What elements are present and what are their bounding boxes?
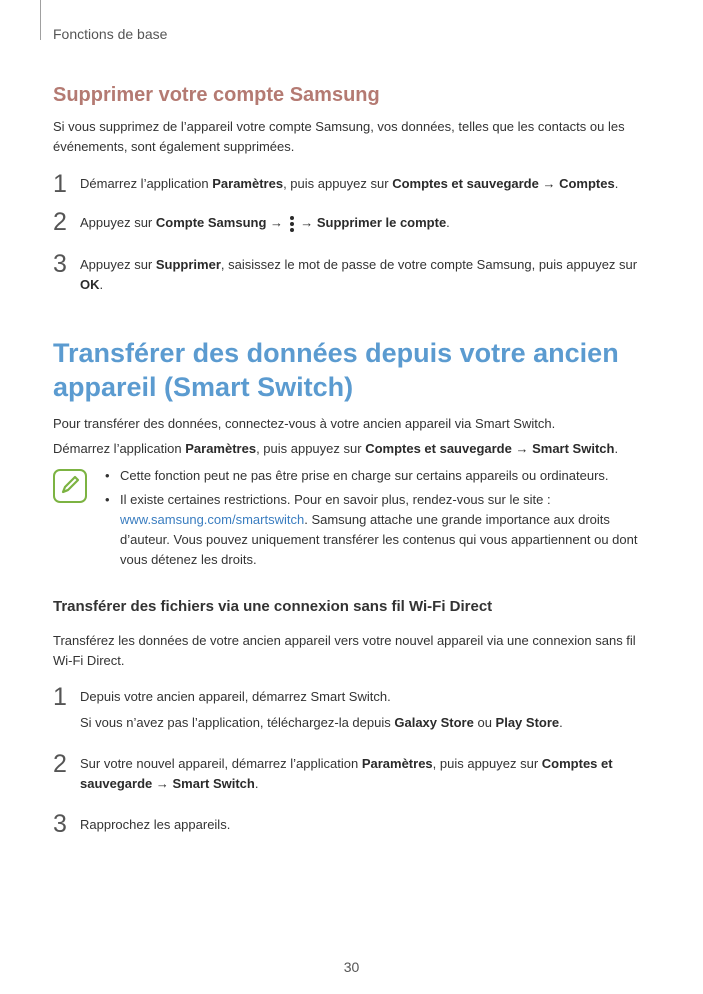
step-number: 1 [53,683,67,711]
step-number: 2 [53,750,67,778]
transfer-intro: Pour transférer des données, connectez-vous à votre ancien appareil via Smart Switch. [53,416,556,431]
note-item: • Il existe certaines restrictions. Pour en savoir plus, rendez-vous sur le site : www.samsung.com/smartswitch. Samsung attache une grande importance aux droits d’auteur. Vous pouvez uniquement transférer les contenus qui vous appartiennent ou dont vous détenez les droits. [105,492,638,567]
step-number: 3 [53,250,67,278]
step-text: Rapprochez les appareils. [80,817,231,832]
note-item: • Cette fonction peut ne pas être prise en charge sur certains appareils ou ordinateurs. [105,468,609,483]
step-number: 2 [53,208,67,236]
wifi-direct-title: Transférer des fichiers via une connexion sans fil Wi-Fi Direct [53,598,493,615]
more-options-icon [289,214,295,234]
step-number: 1 [53,170,67,198]
step-text: Sur votre nouvel appareil, démarrez l’application Paramètres, puis appuyez sur Comptes et sauvegarde → Smart Switch. [80,756,613,791]
step-text: Démarrez l’application Paramètres, puis appuyez sur Comptes et sauvegarde → Comptes. [80,176,619,191]
smartswitch-link[interactable]: www.samsung.com/smartswitch [120,512,305,527]
section-header: Fonctions de base [53,26,168,42]
transfer-instruction: Démarrez l’application Paramètres, puis appuyez sur Comptes et sauvegarde → Smart Switch. [53,441,619,456]
note-list [105,466,650,574]
step-text: Appuyez sur Compte Samsung → → Supprimer le compte. [80,213,648,234]
step-text: Appuyez sur Supprimer, saisissez le mot de passe de votre compte Samsung, puis appuyez sur OK. [80,257,638,292]
wifi-direct-intro: Transférez les données de votre ancien appareil vers votre nouvel appareil via une connexion sans fil Wi-Fi Direct. [53,633,636,668]
note-pencil-icon [53,469,87,503]
step-number: 3 [53,810,67,838]
delete-account-intro: Si vous supprimez de l’appareil votre compte Samsung, vos données, telles que les contacts ou les événements, sont également supprimées. [53,119,625,154]
delete-account-title: Supprimer votre compte Samsung [53,84,380,106]
step-text: Depuis votre ancien appareil, démarrez Smart Switch. Si vous n’avez pas l’application, téléchargez-la depuis Galaxy Store ou Play Store. [80,689,563,730]
transfer-title: Transférer des données depuis votre ancien appareil (Smart Switch) [53,338,619,402]
page-number: 30 [343,959,360,975]
header-rule [40,0,41,40]
